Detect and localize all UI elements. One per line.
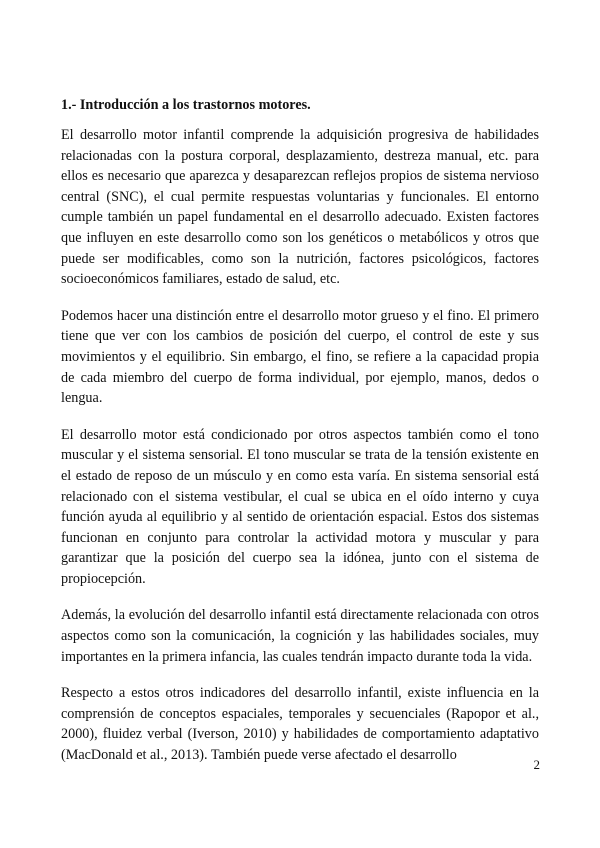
paragraph-1: El desarrollo motor infantil comprende la adquisición progresiva de habilidades relacionadas con la postura corporal, desplazamiento, destreza manual, etc. para ellos es necesario que aparezca y desaparezcan reflejos propios de sistema nervioso central (SNC), el cual permite respuestas voluntarias y funcionales. El entorno cumple también un papel fundamental en el desarrollo adecuado. Existen factores que influyen en este desarrollo como son los genéticos o metabólicos y otros que puede ser modificables, como son la nutrición, factores psicológicos, factores socioeconómicos familiares, estado de salud, etc.: [61, 127, 539, 288]
page-number: 2: [533, 757, 540, 772]
page-body: [61, 96, 539, 782]
paragraph-2: Podemos hacer una distinción entre el desarrollo motor grueso y el fino. El primero tiene que ver con los cambios de posición del cuerpo, el control de este y sus movimientos y el equilibrio. Sin embargo, el fino, se refiere a la capacidad propia de cada miembro del cuerpo de forma individual, por ejemplo, manos, dedos o lengua.: [61, 307, 539, 407]
paragraph-5: Respecto a estos otros indicadores del desarrollo infantil, existe influencia en la comprensión de conceptos espaciales, temporales y secuenciales (Rapopor et al., 2000), fluidez verbal (Iverson, 2010) y habilidades de comportamiento adaptativo (MacDonald et al., 2013). También puede verse afectado el desarrollo: [61, 685, 539, 764]
section-heading: 1.- Introducción a los trastornos motores.: [61, 97, 311, 113]
paragraph-4: Además, la evolución del desarrollo infantil está directamente relacionada con otros aspectos como son la comunicación, la cognición y las habilidades sociales, muy importantes en la primera infancia, las cuales tendrán impacto durante toda la vida.: [61, 607, 539, 665]
paragraph-3: El desarrollo motor está condicionado por otros aspectos también como el tono muscular y el sistema sensorial. El tono muscular se trata de la tensión existente en el estado de reposo de un músculo y en como esta varía. En sistema sensorial está relacionado con el sistema vestibular, el cual se ubica en el oído interno y cuya función ayuda al equilibrio y al sentido de orientación espacial. Estos dos sistemas funcionan en conjunto para controlar la actividad motora y muscular y para garantizar que la posición del cuerpo sea la idónea, junto con el sistema de propiocepción.: [61, 426, 539, 587]
